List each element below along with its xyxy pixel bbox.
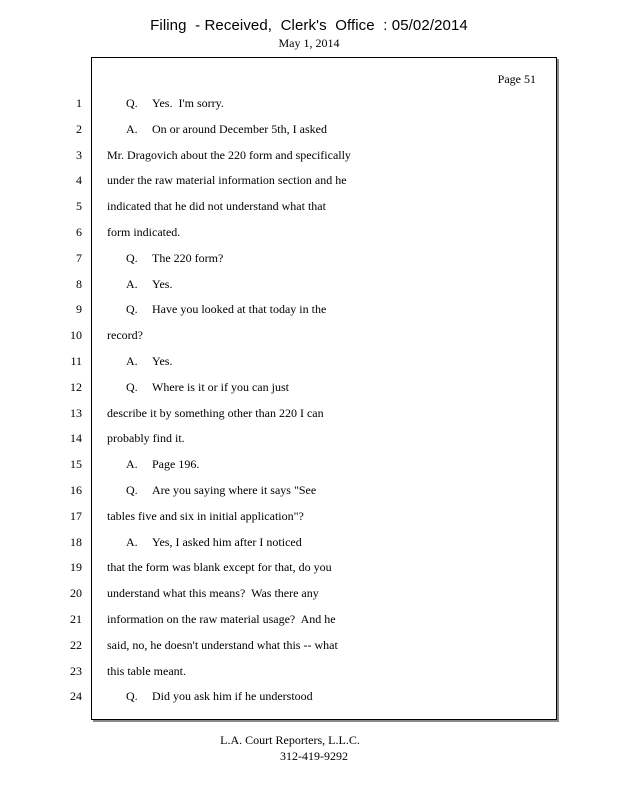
line-text: under the raw material information section and he: [107, 173, 347, 188]
transcript-line: [107, 380, 537, 406]
line-number: 12: [70, 379, 82, 394]
line-text: said, no, he doesn't understand what this -- what: [107, 637, 338, 652]
line-text: Yes.: [152, 276, 173, 291]
line-text: tables five and six in initial application"?: [107, 508, 304, 523]
line-number: 20: [70, 586, 82, 601]
transcript-line: [107, 354, 537, 380]
line-number: 8: [76, 276, 82, 291]
transcript-line: [107, 199, 537, 225]
transcript-line: [107, 431, 537, 457]
line-number: 7: [76, 250, 82, 265]
transcript-line: [107, 457, 537, 483]
line-number: 9: [76, 302, 82, 317]
speaker-label: Q.: [126, 482, 138, 497]
line-number: 3: [76, 147, 82, 162]
line-text: probably find it.: [107, 431, 185, 446]
line-text: Mr. Dragovich about the 220 form and specifically: [107, 147, 351, 162]
line-text: Yes, I asked him after I noticed: [152, 534, 302, 549]
line-text: The 220 form?: [152, 250, 224, 265]
transcript-line: [107, 328, 537, 354]
transcript-line: [107, 689, 537, 715]
line-text: describe it by something other than 220 I can: [107, 405, 324, 420]
transcript-line: [107, 638, 537, 664]
line-number: 1: [76, 96, 82, 110]
transcript-line: [107, 612, 537, 638]
speaker-label: Q.: [126, 96, 138, 110]
line-text: Page 196.: [152, 457, 200, 472]
speaker-label: A.: [126, 534, 138, 549]
line-number: 6: [76, 224, 82, 239]
line-text: Where is it or if you can just: [152, 379, 289, 394]
speaker-label: Q.: [126, 250, 138, 265]
line-number: 21: [70, 611, 82, 626]
line-number: 13: [70, 405, 82, 420]
line-number: 24: [70, 689, 82, 704]
line-text: that the form was blank except for that, do you: [107, 560, 332, 575]
transcript-line: [107, 483, 537, 509]
line-number: 19: [70, 560, 82, 575]
transcript-date: May 1, 2014: [278, 36, 340, 50]
filing-stamp: Filing - Received, Clerk's Office : 05/02/2014: [150, 17, 468, 34]
line-text: this table meant.: [107, 663, 186, 678]
line-number: 2: [76, 121, 82, 136]
speaker-label: Q.: [126, 302, 138, 317]
page-number: Page 51: [497, 72, 536, 86]
transcript-line: [107, 535, 537, 561]
speaker-label: A.: [126, 457, 138, 472]
transcript-line: [107, 173, 537, 199]
transcript-line: [107, 406, 537, 432]
line-text: Have you looked at that today in the: [152, 302, 327, 317]
line-text: indicated that he did not understand what that: [107, 199, 326, 214]
transcript-line: [107, 509, 537, 535]
line-number: 23: [70, 663, 82, 678]
speaker-label: A.: [126, 276, 138, 291]
line-number: 5: [76, 199, 82, 214]
speaker-label: A.: [126, 121, 138, 136]
line-number-column: [56, 96, 82, 715]
line-number: 11: [70, 353, 82, 368]
line-number: 4: [76, 173, 82, 188]
line-text: form indicated.: [107, 224, 181, 239]
transcript-line: [107, 560, 537, 586]
line-number: 18: [70, 534, 82, 549]
line-number: 22: [70, 637, 82, 652]
line-number: 14: [70, 431, 82, 446]
speaker-label: Q.: [126, 689, 138, 704]
line-text: Are you saying where it says "See: [152, 482, 317, 497]
line-number: 16: [70, 482, 82, 497]
line-text: information on the raw material usage? And he: [107, 611, 336, 626]
transcript-line: [107, 122, 537, 148]
line-text: On or around December 5th, I asked: [152, 121, 327, 136]
transcript-line: [107, 302, 537, 328]
line-number: 10: [70, 328, 82, 343]
line-text: Yes.: [152, 353, 173, 368]
transcript-line: [107, 251, 537, 277]
speaker-label: Q.: [126, 379, 138, 394]
transcript-line: [107, 96, 537, 122]
court-reporter-company: L.A. Court Reporters, L.L.C.: [220, 733, 360, 747]
line-text: understand what this means? Was there any: [107, 586, 319, 601]
line-text: Yes. I'm sorry.: [152, 96, 224, 110]
court-reporter-phone: 312-419-9292: [280, 749, 348, 763]
line-number: 17: [70, 508, 82, 523]
transcript-line: [107, 277, 537, 303]
transcript-line: [107, 664, 537, 690]
line-text: Did you ask him if he understood: [152, 689, 313, 704]
line-number: 15: [70, 457, 82, 472]
transcript-body: [107, 96, 537, 715]
transcript-line: [107, 586, 537, 612]
transcript-line: [107, 148, 537, 174]
transcript-line: [107, 225, 537, 251]
line-text: record?: [107, 328, 143, 343]
speaker-label: A.: [126, 353, 138, 368]
